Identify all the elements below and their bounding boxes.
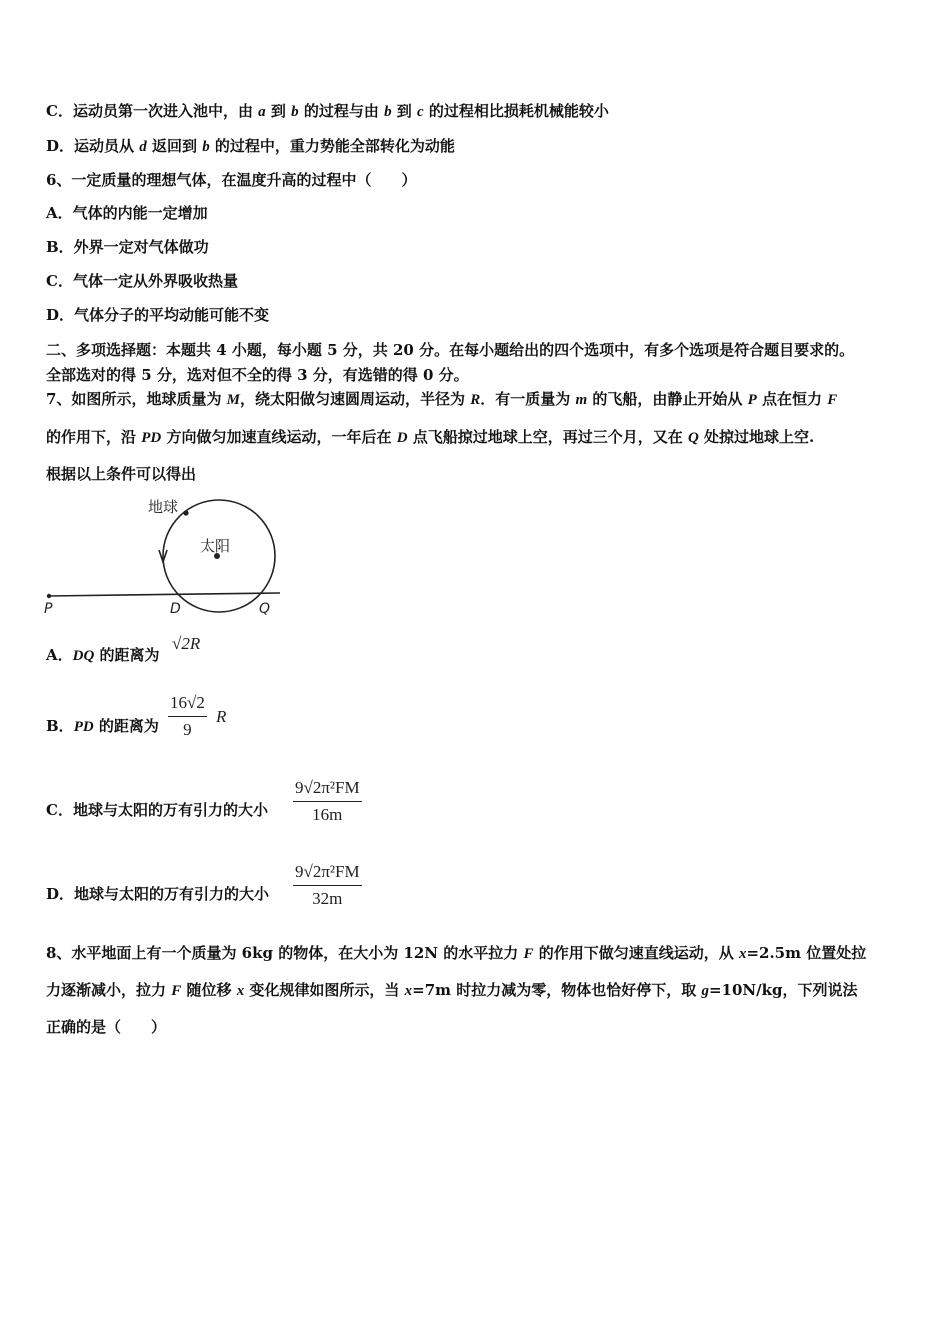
point-p-label: P bbox=[44, 601, 53, 617]
q5-option-c: C．运动员第一次进入池中，由 a 到 b 的过程与由 b 到 c 的过程相比损耗机械能较小 bbox=[46, 102, 609, 120]
section2-heading-line1: 二、多项选择题：本题共 4 小题，每小题 5 分，共 20 分。在每小题给出的四个选项中，有多个选项是符合题目要求的。 bbox=[46, 341, 855, 359]
q8-stem-line3: 正确的是（ ） bbox=[46, 1018, 167, 1036]
point-d-label: D bbox=[170, 601, 181, 617]
q8-stem-line1: 8、水平地面上有一个质量为 6kg 的物体，在大小为 12N 的水平拉力 F 的作用下做匀速直线运动，从 x=2.5m 位置处拉 bbox=[46, 944, 867, 962]
q7-option-b: B．PD 的距离为 bbox=[46, 717, 159, 735]
q7-stem-line2: 的作用下，沿 PD 方向做匀加速直线运动，一年后在 D 点飞船掠过地球上空，再过三个月，又在 Q 处掠过地球上空. bbox=[46, 428, 815, 446]
point-p-dot bbox=[47, 594, 51, 598]
q7-option-c-fraction: 9√2π²FM 16m bbox=[295, 778, 360, 824]
section2-heading-line2: 全部选对的得 5 分，选对但不全的得 3 分，有选错的得 0 分。 bbox=[46, 366, 469, 384]
q8-stem-line2: 力逐渐减小，拉力 F 随位移 x 变化规律如图所示，当 x=7m 时拉力减为零，物体也恰好停下，取 g=10N/kg，下列说法 bbox=[46, 981, 858, 999]
q7-stem-line3: 根据以上条件可以得出 bbox=[46, 465, 197, 483]
q7-option-b-fraction: 16√2 9 bbox=[170, 693, 205, 739]
q6-option-c: C．气体一定从外界吸收热量 bbox=[46, 272, 238, 290]
q6-option-b: B．外界一定对气体做功 bbox=[46, 238, 209, 256]
pd-line bbox=[48, 593, 280, 596]
q7-option-c: C．地球与太阳的万有引力的大小 bbox=[46, 801, 268, 819]
q5-option-d: D．运动员从 d 返回到 b 的过程中，重力势能全部转化为动能 bbox=[46, 137, 455, 155]
q7-option-d: D．地球与太阳的万有引力的大小 bbox=[46, 885, 270, 903]
orbit-figure bbox=[40, 492, 285, 620]
q7-stem-line1: 7、如图所示，地球质量为 M，绕太阳做匀速圆周运动，半径为 R．有一质量为 m 的飞船，由静止开始从 P 点在恒力 F bbox=[46, 390, 838, 408]
q6-stem: 6、一定质量的理想气体，在温度升高的过程中（ ） bbox=[46, 171, 417, 189]
sun-label: 太阳 bbox=[200, 537, 231, 555]
q6-option-d: D．气体分子的平均动能可能不变 bbox=[46, 306, 270, 324]
earth-label: 地球 bbox=[148, 498, 179, 516]
q7-option-a: A．DQ 的距离为 bbox=[46, 646, 160, 664]
q6-option-a: A．气体的内能一定增加 bbox=[46, 204, 208, 222]
earth-dot bbox=[183, 510, 188, 515]
q7-option-b-tail: R bbox=[216, 707, 227, 726]
q7-option-a-expr: √2R bbox=[172, 634, 201, 653]
q7-option-d-fraction: 9√2π²FM 32m bbox=[295, 862, 360, 908]
point-q-label: Q bbox=[259, 601, 271, 617]
